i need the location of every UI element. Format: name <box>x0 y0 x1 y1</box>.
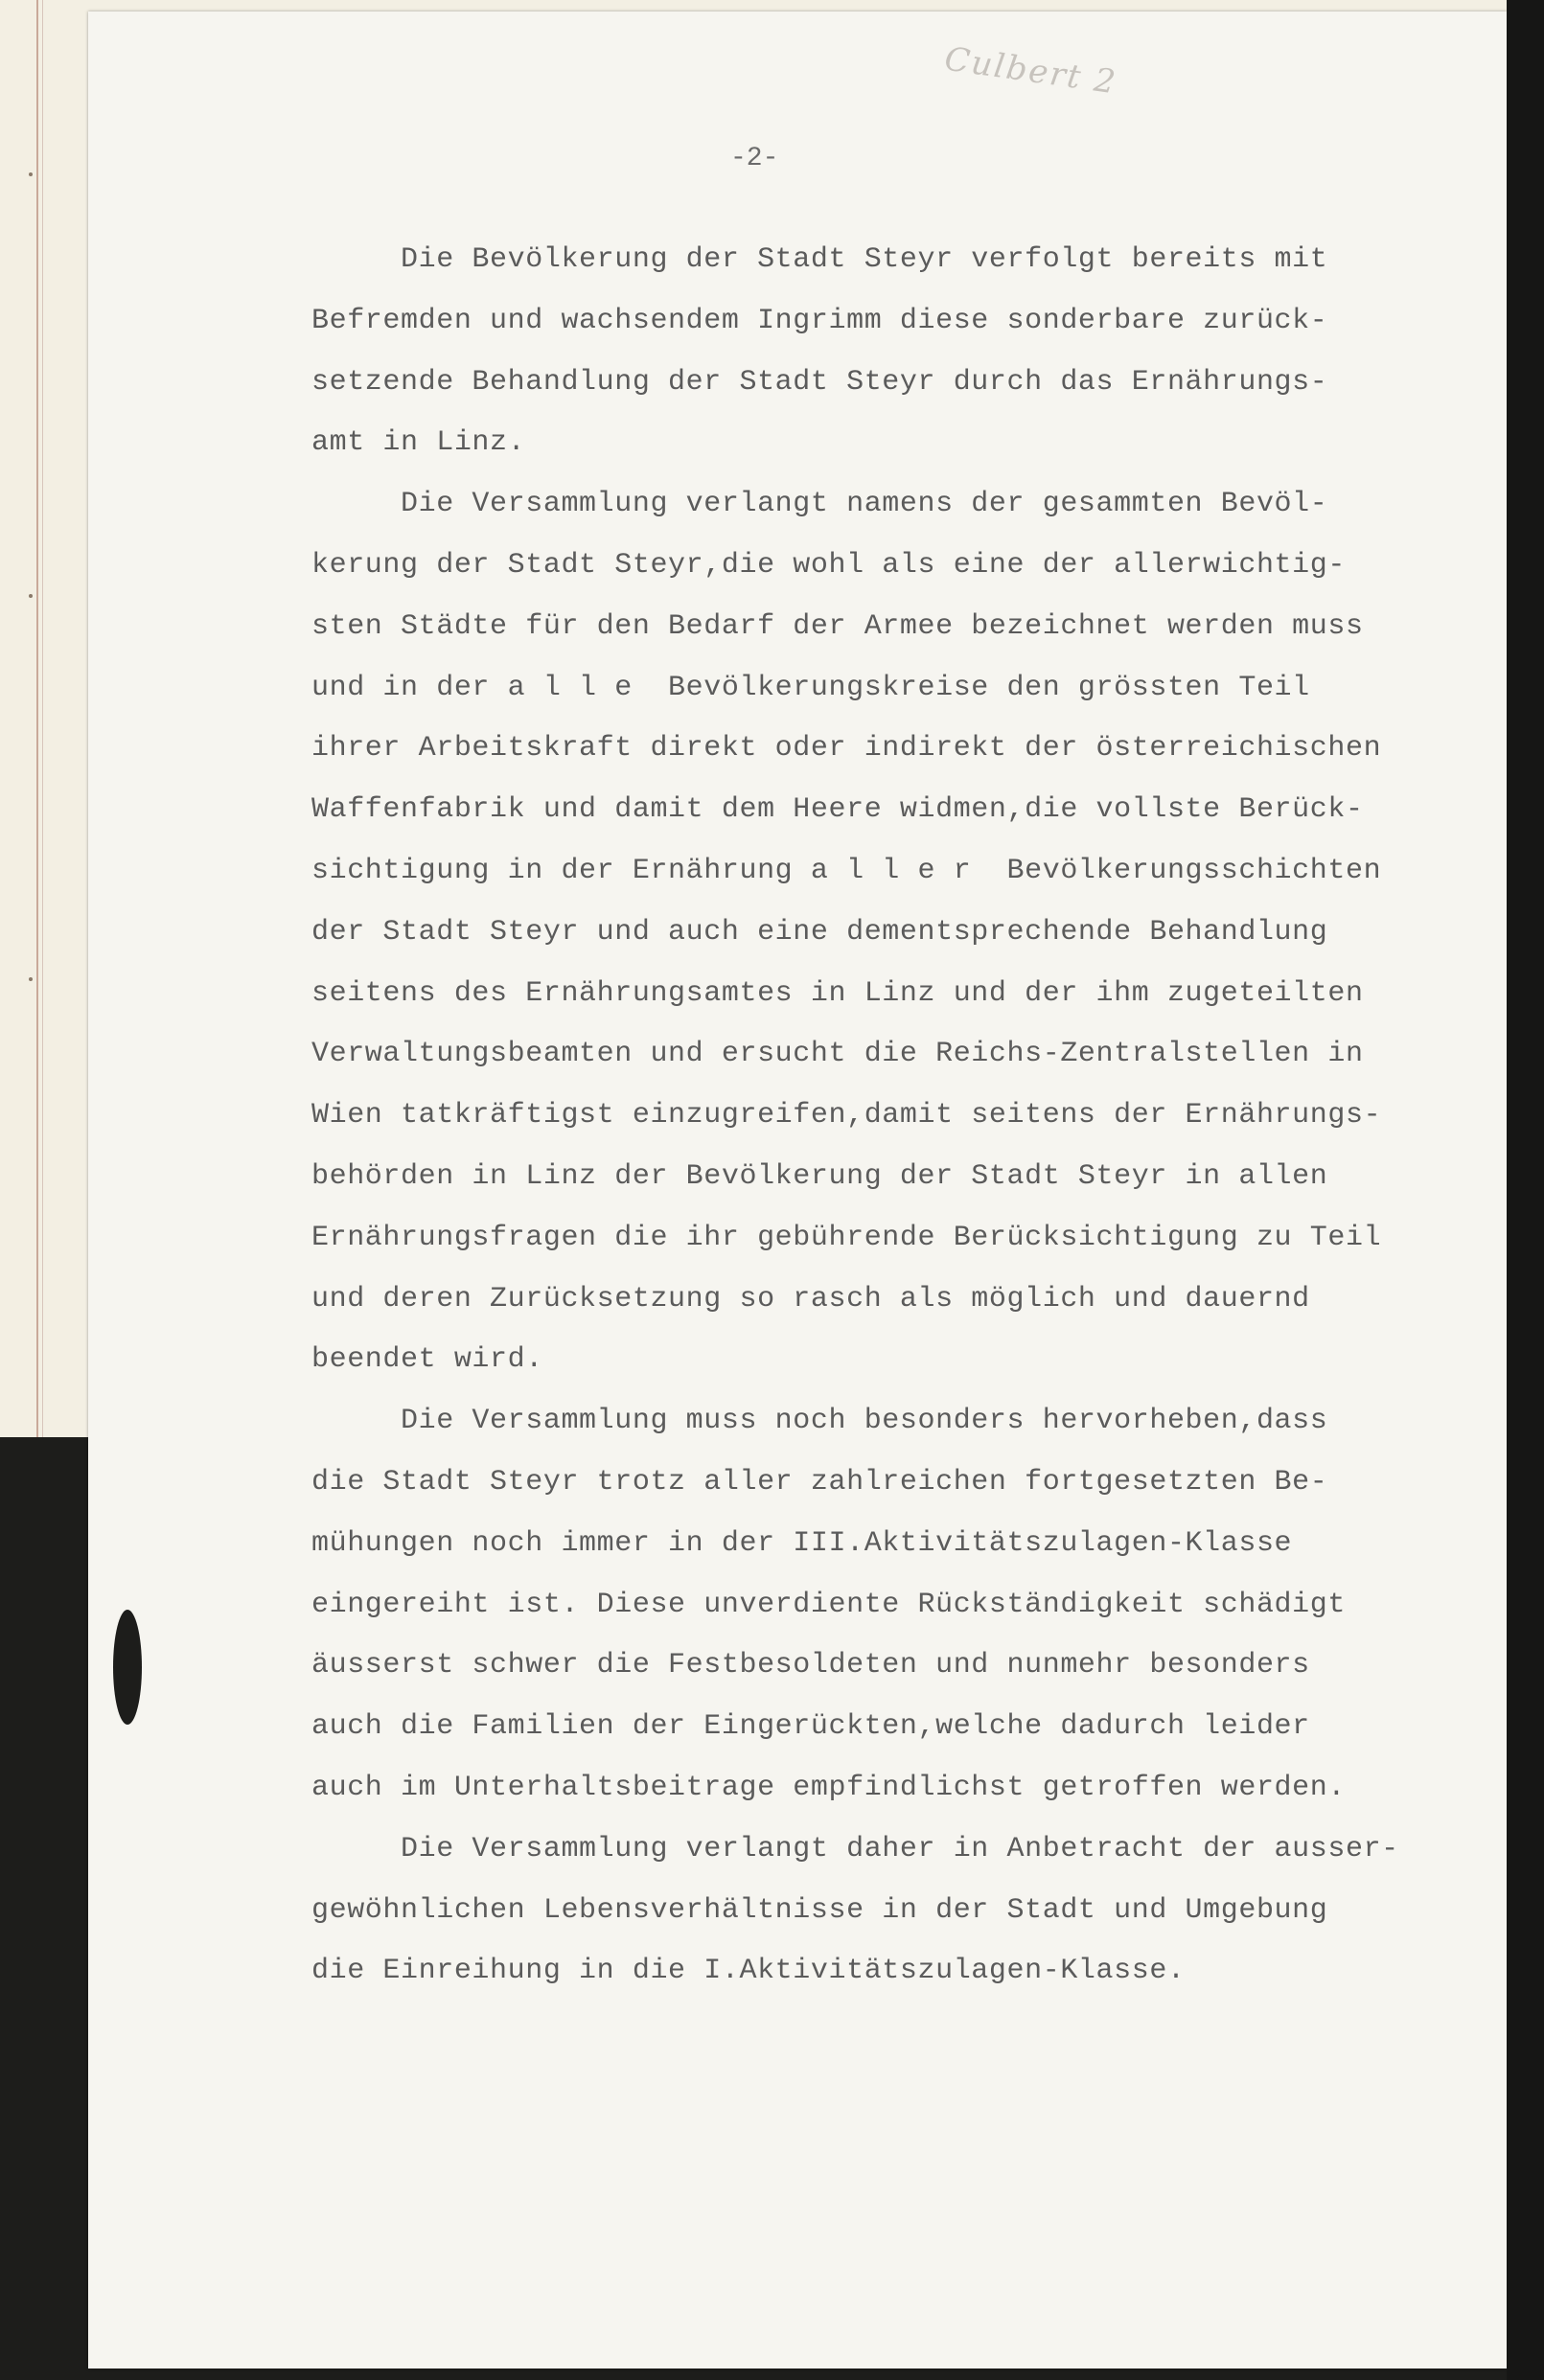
typed-body-text <box>311 230 1490 2002</box>
text-line: eingereiht ist. Diese unverdiente Rückständigkeit schädigt <box>311 1588 1346 1621</box>
text-line: amt in Linz. <box>311 426 526 460</box>
text-line: auch die Familien der Eingerückten,welche dadurch leider <box>311 1710 1310 1744</box>
text-line: Waffenfabrik und damit dem Heere widmen,die vollste Berück- <box>311 793 1364 827</box>
text-line: auch im Unterhaltsbeitrage empfindlichst getroffen werden. <box>311 1771 1346 1804</box>
text-line: behörden in Linz der Bevölkerung der Stadt Steyr in allen <box>311 1159 1328 1193</box>
text-line: setzende Behandlung der Stadt Steyr durch das Ernährungs- <box>311 365 1328 399</box>
text-line: Die Bevölkerung der Stadt Steyr verfolgt bereits mit <box>311 243 1328 276</box>
text-line: Befremden und wachsendem Ingrimm diese sonderbare zurück- <box>311 304 1328 337</box>
ledger-margin-line-inner <box>42 0 43 1437</box>
page-number: -2- <box>730 144 779 173</box>
text-line: und in der a l l e Bevölkerungskreise den grössten Teil <box>311 671 1310 704</box>
text-line: die Einreihung in die I.Aktivitätszulagen-Klasse. <box>311 1955 1186 1988</box>
text-line: gewöhnlichen Lebensverhältnisse in der Stadt und Umgebung <box>311 1893 1328 1927</box>
text-line: Ernährungsfragen die ihr gebührende Berücksichtigung zu Teil <box>311 1221 1382 1254</box>
text-line: äusserst schwer die Festbesoldeten und nunmehr besonders <box>311 1649 1310 1682</box>
text-line: sichtigung in der Ernährung a l l e r Bevölkerungsschichten <box>311 854 1382 887</box>
ledger-margin-line <box>36 0 38 1437</box>
text-line: der Stadt Steyr und auch eine dementsprechende Behandlung <box>311 915 1328 949</box>
torn-edge-notch <box>113 1610 142 1725</box>
text-line: die Stadt Steyr trotz aller zahlreichen fortgesetzten Be- <box>311 1465 1328 1499</box>
text-line: ihrer Arbeitskraft direkt oder indirekt der österreichischen <box>311 732 1382 766</box>
text-line: Die Versammlung verlangt daher in Anbetracht der ausser- <box>311 1832 1399 1865</box>
text-line: Die Versammlung muss noch besonders hervorheben,dass <box>311 1405 1328 1438</box>
right-edge-strip <box>1507 0 1544 2380</box>
text-line: Verwaltungsbeamten und ersucht die Reichs-Zentralstellen in <box>311 1038 1364 1071</box>
text-line: mühungen noch immer in der III.Aktivitätszulagen-Klasse <box>311 1526 1293 1560</box>
text-line: seitens des Ernährungsamtes in Linz und der ihm zugeteilten <box>311 976 1364 1010</box>
text-line: und deren Zurücksetzung so rasch als möglich und dauernd <box>311 1282 1310 1316</box>
text-line: Die Versammlung verlangt namens der gesammten Bevöl- <box>311 488 1328 521</box>
handwritten-note: Culbert 2 <box>942 39 1119 103</box>
text-line: kerung der Stadt Steyr,die wohl als eine der allerwichtig- <box>311 548 1346 582</box>
text-line: sten Städte für den Bedarf der Armee bezeichnet werden muss <box>311 609 1364 643</box>
text-line: beendet wird. <box>311 1343 543 1377</box>
text-line: Wien tatkräftigst einzugreifen,damit seitens der Ernährungs- <box>311 1099 1382 1133</box>
